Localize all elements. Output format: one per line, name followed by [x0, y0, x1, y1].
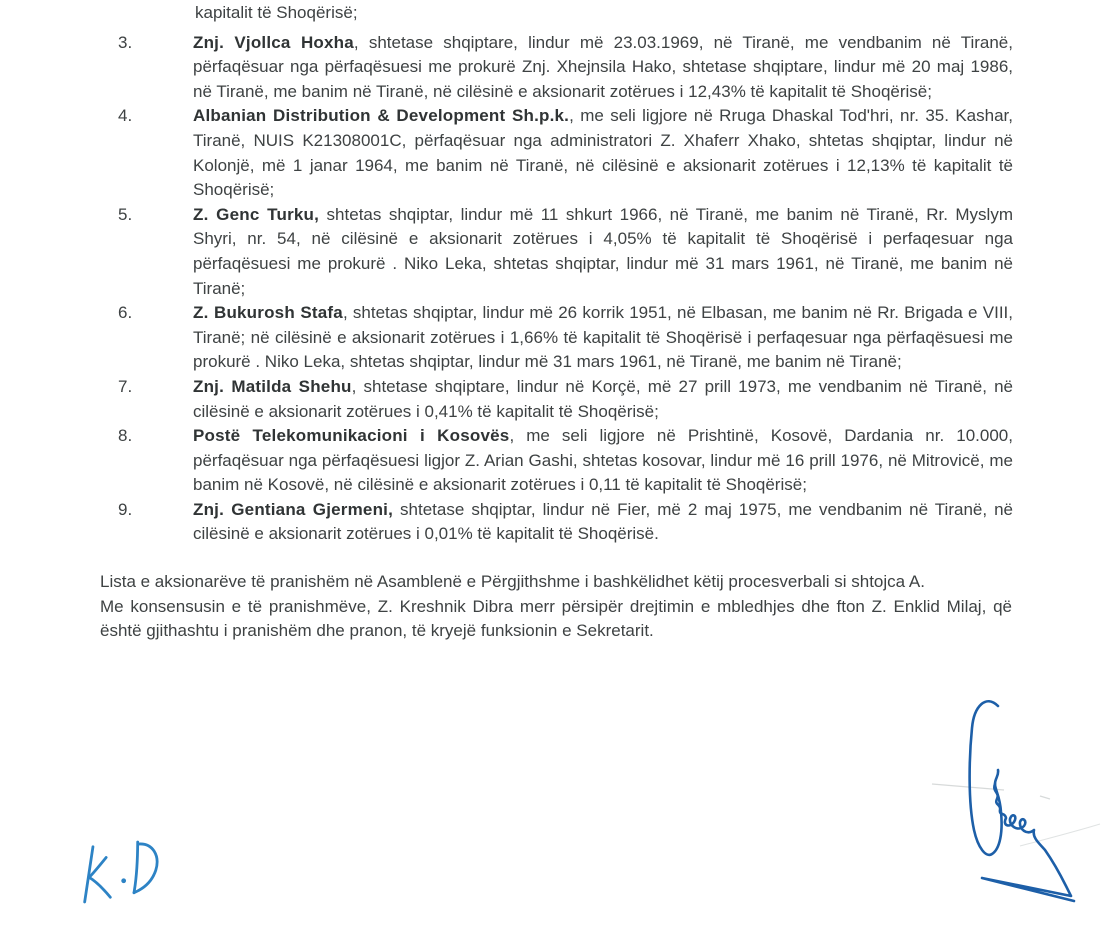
list-item-text [193, 375, 1013, 424]
list-item [0, 498, 1116, 547]
shareholder-details: , shtetase shqiptare, lindur më 23.03.1969, në Tiranë, me vendbanim në Tiranë, përfaqësuar nga përfaqësuesi me prokurë Znj. Xhejnsila Hako, shtetase shqiptare, lindur më 20 maj 1986, në Tiranë, me banim në Tiranë, në cilësinë e aksionarit zotërues i 12,43% të kapitalit të Shoqërisë; [193, 32, 1013, 101]
paragraph-attachment-note: Lista e aksionarëve të pranishëm në Asamblenë e Përgjithshme i bashkëlidhet këtij procesverbali si shtojca A. [100, 572, 925, 592]
shareholder-details: , shtetase shqiptare, lindur në Korçë, më 27 prill 1973, me vendbanim në Tiranë, në cilësinë e aksionarit zotërues i 0,41% të kapitalit të Shoqërisë; [193, 376, 1013, 421]
list-item [0, 104, 1116, 202]
list-item-number: 4. [118, 106, 133, 126]
shareholder-name: Znj. Matilda Shehu [193, 376, 352, 396]
list-item [0, 31, 1116, 105]
shareholder-name: Znj. Gentiana Gjermeni, [193, 499, 394, 519]
list-item-number: 8. [118, 426, 133, 446]
signature-ink-icon [928, 692, 1108, 912]
list-item [0, 301, 1116, 375]
list-item [0, 203, 1116, 301]
list-item-number: 6. [118, 303, 133, 323]
shareholder-name: Postë Telekomunikacioni i Kosovës [193, 426, 510, 446]
list-item-text [193, 203, 1013, 301]
list-item-text [193, 104, 1013, 202]
list-item [0, 375, 1116, 424]
handwritten-signature [928, 692, 1108, 917]
shareholder-details: , shtetas shqiptar, lindur më 26 korrik 1951, në Elbasan, me banim në Rr. Brigada e VIII, Tiranë; në cilësinë e aksionarit zotërues i 1,66% të kapitalit të Shoqërisë i perfaqesuar nga përfaqësuesi me prokurë . Niko Leka, shtetas shqiptar, lindur më 31 mars 1961, në Tiranë, me banim në Tiranë; [193, 303, 1013, 372]
handwritten-initials [62, 830, 179, 918]
closing-paragraphs [100, 570, 1012, 644]
list-item [0, 424, 1116, 498]
carryover-line: kapitalit të Shoqërisë; [195, 3, 358, 22]
shareholder-name: Znj. Vjollca Hoxha [193, 32, 354, 52]
list-item-text [193, 498, 1013, 547]
list-item-text [193, 301, 1013, 375]
shareholder-details: shtetas shqiptar, lindur më 11 shkurt 1966, në Tiranë, me banim në Tiranë, Rr. Myslym Shyri, nr. 54, në cilësinë e aksionarit zotërues i 4,05% të kapitalit të Shoqërisë i perfaqesuar nga përfaqësuesi me prokurë . Niko Leka, shtetas shqiptar, lindur më 31 mars 1961, në Tiranë, me banim në Tiranë; [193, 204, 1013, 298]
list-item-text [193, 31, 1013, 105]
initials-ink-icon [62, 830, 179, 913]
paragraph-chair-secretary: Me konsensusin e të pranishmëve, Z. Kreshnik Dibra merr përsipër drejtimin e mbledhjes dhe fton Z. Enklid Milaj, që është gjithashtu i pranishëm dhe pranon, të kryejë funksionin e Sekretarit. [100, 596, 1012, 641]
list-item-number: 7. [118, 376, 133, 396]
shareholder-details: , me seli ligjore në Rruga Dhaskal Tod'hri, nr. 35. Kashar, Tiranë, NUIS K21308001C, përfaqësuar nga administratori Z. Xhaferr Xhako, shtetas shqiptar, lindur në Kolonjë, më 1 janar 1964, me banim në Tiranë, në cilësinë e aksionarit zotërues i 12,13% të kapitalit të Shoqërisë; [193, 106, 1013, 200]
list-item-number: 3. [118, 32, 133, 52]
shareholder-details: , me seli ligjore në Prishtinë, Kosovë, Dardania nr. 10.000, përfaqësuar nga përfaqësuesi ligjor Z. Arian Gashi, shtetas kosovar, lindur më 16 prill 1976, në Mitrovicë, me banim në Kosovë, në cilësinë e aksionarit zotërues i 0,11 të kapitalit të Shoqërisë; [193, 426, 1013, 495]
shareholder-name: Z. Bukurosh Stafa [193, 303, 343, 323]
shareholder-name: Albanian Distribution & Development Sh.p.k. [193, 106, 570, 126]
list-item-number: 9. [118, 499, 133, 519]
shareholder-details: shtetase shqiptar, lindur në Fier, më 2 maj 1975, me vendbanim në Tiranë, në cilësinë e aksionarit zotërues i 0,01% të kapitalit të Shoqërisë. [193, 499, 1014, 544]
list-item-number: 5. [118, 204, 133, 224]
shareholder-name: Z. Genc Turku, [193, 204, 320, 224]
list-item-text [193, 424, 1013, 498]
shareholder-list [0, 31, 1116, 547]
